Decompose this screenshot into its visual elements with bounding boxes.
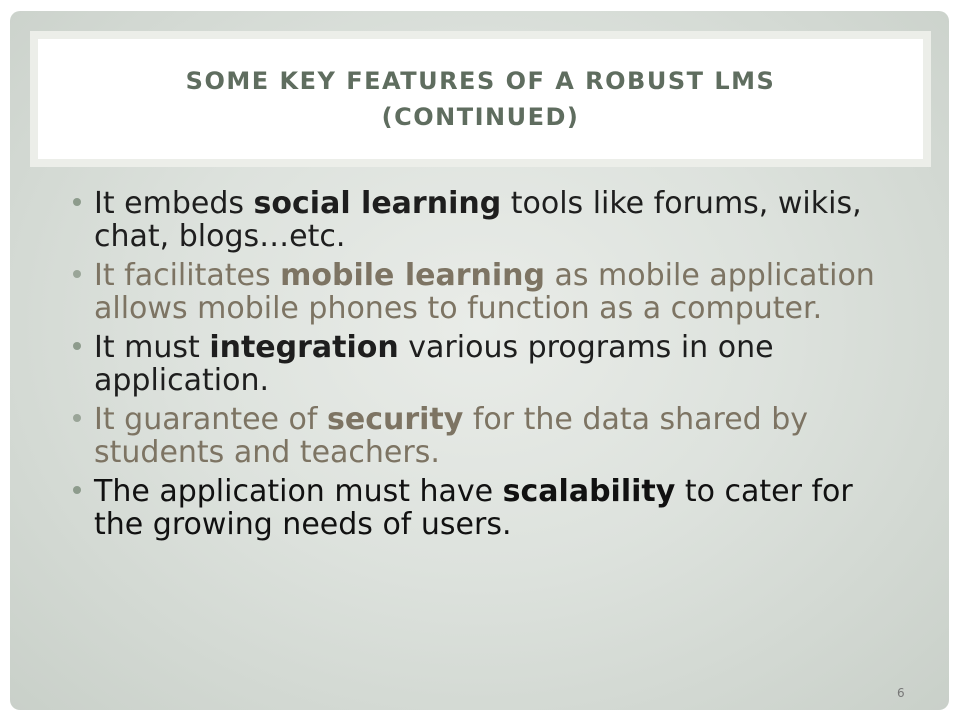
bullet-text: to cater for the growing needs of users. (94, 474, 853, 542)
bullet-keyword: social learning (253, 186, 502, 221)
bullet-keyword: scalability (502, 474, 676, 509)
bullet-item-scalability (70, 475, 910, 541)
bullet-text: It must (94, 330, 210, 365)
slide-title-line-2: (CONTINUED) (381, 103, 580, 131)
bullet-point-icon (73, 270, 81, 278)
bullet-keyword: integration (209, 330, 399, 365)
bullet-point-icon (73, 342, 81, 350)
bullet-point-icon (73, 486, 81, 494)
bullet-item-integration (70, 331, 910, 397)
page-number: 6 (897, 686, 905, 700)
bullet-keyword: mobile learning (280, 258, 545, 293)
bullet-text: for the data shared by students and teachers. (94, 402, 809, 470)
bullet-item-security (70, 403, 910, 469)
title-box (30, 31, 931, 167)
bullet-keyword: security (326, 402, 464, 437)
bullet-text: The application must have (94, 474, 503, 509)
bullet-text: tools like forums, wikis, chat, blogs…etc. (94, 186, 862, 254)
bullet-list (70, 187, 910, 547)
bullet-text: as mobile application allows mobile phones to function as a computer. (94, 258, 875, 326)
bullet-text: It embeds (94, 186, 254, 221)
bullet-point-icon (73, 414, 81, 422)
bullet-text: various programs in one application. (94, 330, 774, 398)
bullet-text: It facilitates (94, 258, 281, 293)
bullet-item-social-learning (70, 187, 910, 253)
slide-title-line-1: SOME KEY FEATURES OF A ROBUST LMS (185, 67, 776, 95)
slide (10, 11, 949, 710)
bullet-point-icon (73, 198, 81, 206)
bullet-item-mobile-learning (70, 259, 910, 325)
bullet-text: It guarantee of (94, 402, 327, 437)
